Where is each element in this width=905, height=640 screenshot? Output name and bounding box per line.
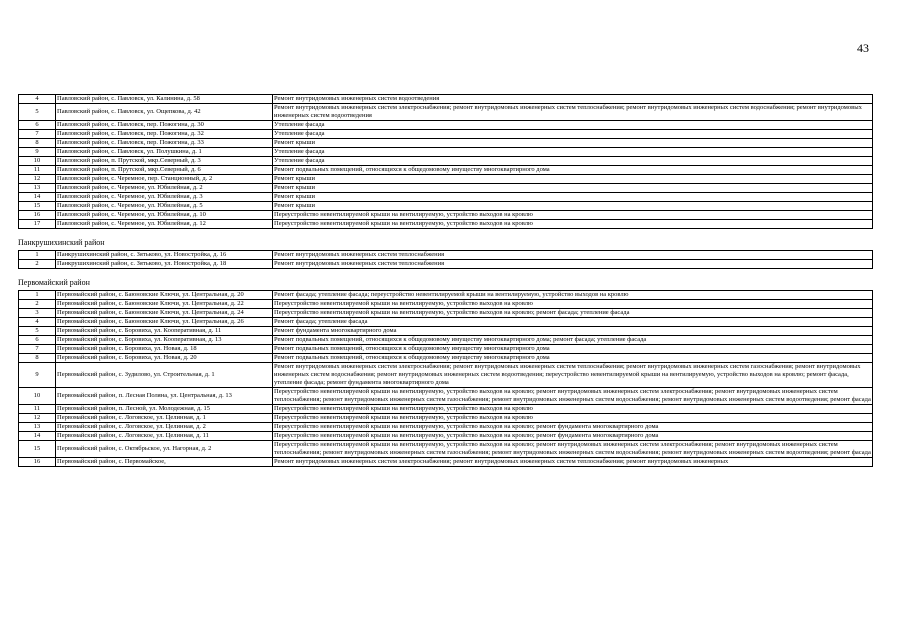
row-number-cell: 8 <box>19 139 56 148</box>
address-cell: Панкрушихинский район, с. Зятьково, ул. Новостройка, д. 18 <box>56 260 273 269</box>
table-row <box>19 184 873 193</box>
row-number-cell: 14 <box>19 193 56 202</box>
row-number-cell: 1 <box>19 251 56 260</box>
address-cell: Первомайский район, с. Логовское, ул. Целинная, д. 1 <box>56 414 273 423</box>
row-number-cell: 10 <box>19 157 56 166</box>
row-number-cell: 2 <box>19 300 56 309</box>
work-type-cell: Ремонт подвальных помещений, относящихся к общедомовому имуществу многоквартирного дома <box>273 354 873 363</box>
address-cell: Первомайский район, с. Баюновские Ключи, ул. Центральная, д. 20 <box>56 291 273 300</box>
table-row <box>19 345 873 354</box>
table-row <box>19 291 873 300</box>
table-row <box>19 139 873 148</box>
work-type-cell: Переустройство невентилируемой крыши на вентилируемую, устройство выходов на кровлю <box>273 300 873 309</box>
address-cell: Павловский район, с. Черемное, ул. Юбилейная, д. 12 <box>56 220 273 229</box>
table-row <box>19 193 873 202</box>
address-cell: Павловский район, с. Павловск, пер. Пожогина, д. 32 <box>56 130 273 139</box>
address-cell: Павловский район, п. Прутской, мкр.Северный, д. 6 <box>56 166 273 175</box>
address-cell: Павловский район, с. Черемное, ул. Юбилейная, д. 2 <box>56 184 273 193</box>
table-row <box>19 405 873 414</box>
address-cell: Панкрушихинский район, с. Зятьково, ул. Новостройка, д. 16 <box>56 251 273 260</box>
section-title-pervomaisky: Первомайский район <box>18 278 90 287</box>
address-cell: Павловский район, с. Черемное, ул. Юбилейная, д. 3 <box>56 193 273 202</box>
document-body <box>18 94 873 467</box>
row-number-cell: 15 <box>19 441 56 458</box>
row-number-cell: 11 <box>19 166 56 175</box>
work-type-cell: Ремонт подвальных помещений, относящихся к общедомовому имуществу многоквартирного дома <box>273 166 873 175</box>
row-number-cell: 2 <box>19 260 56 269</box>
address-cell: Первомайский район, с. Боровиха, ул. Кооперативная, д. 13 <box>56 336 273 345</box>
table-row <box>19 458 873 467</box>
work-type-cell: Переустройство невентилируемой крыши на вентилируемую, устройство выходов на кровлю; ремонт внутридомовых инженерных систем электроснабжения; ремонт внутридомовых инженерных систем теплоснабжения; ремонт внутридомовых инженерных систем газоснабжения; ремонт внутридомовых инженерных систем водоснабжения; ремонт внутридомовых инженерных систем водоотведения; ремонт фасада <box>274 388 871 403</box>
row-number-cell: 1 <box>19 291 56 300</box>
table-row <box>19 95 873 104</box>
work-type-cell: Переустройство невентилируемой крыши на вентилируемую, устройство выходов на кровлю; ремонт фундамента многоквартирного дома <box>273 432 873 441</box>
table-row <box>19 202 873 211</box>
table-row <box>19 318 873 327</box>
address-cell: Первомайский район, с. Баюновские Ключи, ул. Центральная, д. 24 <box>56 309 273 318</box>
row-number-cell: 6 <box>19 336 56 345</box>
work-type-cell: Ремонт фасада; утепление фасада <box>273 318 873 327</box>
work-type-cell: Ремонт внутридомовых инженерных систем теплоснабжения <box>273 260 873 269</box>
work-type-cell: Переустройство невентилируемой крыши на вентилируемую, устройство выходов на кровлю; ремонт фасада; утепление фасада <box>273 309 873 318</box>
page-number: 43 <box>857 41 869 55</box>
work-type-cell: Утепление фасада <box>273 130 873 139</box>
row-number-cell: 7 <box>19 345 56 354</box>
table-row <box>19 121 873 130</box>
work-type-cell: Ремонт внутридомовых инженерных систем электроснабжения; ремонт внутридомовых инженерных систем теплоснабжения; ремонт внутридомовых инженерных <box>273 458 873 467</box>
work-type-cell: Переустройство невентилируемой крыши на вентилируемую, устройство выходов на кровлю <box>273 405 873 414</box>
work-type-cell: Ремонт подвальных помещений, относящихся к общедомовому имуществу многоквартирного дома <box>273 345 873 354</box>
row-number-cell: 4 <box>19 95 56 104</box>
table-row <box>19 388 873 405</box>
table-row <box>19 251 873 260</box>
table-row <box>19 327 873 336</box>
row-number-cell: 4 <box>19 318 56 327</box>
work-type-cell: Утепление фасада <box>273 148 873 157</box>
row-number-cell: 6 <box>19 121 56 130</box>
table-pankrushikhinsky <box>18 250 873 269</box>
row-number-cell: 11 <box>19 405 56 414</box>
work-type-cell: Ремонт внутридомовых инженерных систем теплоснабжения <box>273 251 873 260</box>
row-number-cell: 5 <box>19 327 56 336</box>
table-row <box>19 363 873 388</box>
table-row <box>19 336 873 345</box>
work-type-cell: Ремонт внутридомовых инженерных систем электроснабжения; ремонт внутридомовых инженерных систем теплоснабжения; ремонт внутридомовых инженерных систем газоснабжения; ремонт внутридомовых инженерных систем водоснабжения; ремонт внутридомовых инженерных систем водоотведения; переустройство невентилируемой крыши на вентилируемую, устройство выходов на кровлю; ремонт фасада, утепление фасада; ремонт фундамента многоквартирного дома <box>273 363 873 388</box>
work-type-cell: Ремонт крыши <box>273 184 873 193</box>
row-number-cell: 5 <box>19 104 56 121</box>
address-cell: Павловский район, с. Павловск, пер. Пожогина, д. 30 <box>56 121 273 130</box>
work-type-cell: Ремонт крыши <box>273 193 873 202</box>
work-type-cell: Переустройство невентилируемой крыши на вентилируемую, устройство выходов на кровлю <box>273 220 873 229</box>
row-number-cell: 10 <box>19 388 56 405</box>
address-cell: Первомайский район, с. Зудилово, ул. Строительная, д. 1 <box>56 363 273 388</box>
section-title-pankrushikhinsky: Панкрушихинский район <box>18 238 105 247</box>
table-row <box>19 157 873 166</box>
table-row <box>19 166 873 175</box>
address-cell: Первомайский район, с. Боровиха, ул. Кооперативная, д. 11 <box>56 327 273 336</box>
table-row <box>19 441 873 458</box>
row-number-cell: 17 <box>19 220 56 229</box>
address-cell: Первомайский район, с. Первомайское, <box>56 458 273 467</box>
address-cell: Павловский район, п. Прутской, мкр.Северный, д. 3 <box>56 157 273 166</box>
work-type-cell: Ремонт подвальных помещений, относящихся к общедомовому имуществу многоквартирного дома; ремонт фасада; утепление фасада <box>273 336 873 345</box>
address-cell: Первомайский район, с. Боровиха, ул. Новая, д. 18 <box>56 345 273 354</box>
table-row <box>19 211 873 220</box>
table-row <box>19 432 873 441</box>
address-cell: Первомайский район, с. Баюновские Ключи, ул. Центральная, д. 26 <box>56 318 273 327</box>
address-cell: Павловский район, с. Черемное, ул. Юбилейная, д. 5 <box>56 202 273 211</box>
table-row <box>19 220 873 229</box>
row-number-cell: 13 <box>19 184 56 193</box>
row-number-cell: 13 <box>19 423 56 432</box>
work-type-cell: Ремонт крыши <box>273 202 873 211</box>
work-type-cell: Утепление фасада <box>273 157 873 166</box>
address-cell: Первомайский район, п. Лесной, ул. Молодежная, д. 15 <box>56 405 273 414</box>
row-number-cell: 8 <box>19 354 56 363</box>
row-number-cell: 9 <box>19 148 56 157</box>
row-number-cell: 12 <box>19 175 56 184</box>
table-row <box>19 354 873 363</box>
table-row <box>19 414 873 423</box>
table-row <box>19 423 873 432</box>
work-type-cell: Переустройство невентилируемой крыши на вентилируемую, устройство выходов на кровлю; ремонт внутридомовых инженерных систем электроснабжения; ремонт внутридомовых инженерных систем теплоснабжения; ремонт внутридомовых инженерных систем газоснабжения; ремонт внутридомовых инженерных систем водоснабжения; ремонт внутридомовых инженерных систем водоотведения; ремонт фасада <box>274 441 871 456</box>
work-type-cell: Переустройство невентилируемой крыши на вентилируемую, устройство выходов на кровлю; ремонт фундамента многоквартирного дома <box>273 423 873 432</box>
row-number-cell: 12 <box>19 414 56 423</box>
row-number-cell: 3 <box>19 309 56 318</box>
row-number-cell: 14 <box>19 432 56 441</box>
address-cell: Павловский район, с. Черемное, пер. Станционный, д. 2 <box>56 175 273 184</box>
work-type-cell: Ремонт внутридомовых инженерных систем водоотведения <box>273 95 873 104</box>
table-row <box>19 175 873 184</box>
work-type-cell: Переустройство невентилируемой крыши на вентилируемую, устройство выходов на кровлю <box>273 211 873 220</box>
work-type-cell: Ремонт фундамента многоквартирного дома <box>273 327 873 336</box>
address-cell: Первомайский район, с. Логовское, ул. Целинная, д. 11 <box>56 432 273 441</box>
row-number-cell: 15 <box>19 202 56 211</box>
table-row <box>19 260 873 269</box>
address-cell: Павловский район, с. Павловск, ул. Полушкина, д. 1 <box>56 148 273 157</box>
address-cell: Павловский район, с. Павловск, пер. Пожогина, д. 33 <box>56 139 273 148</box>
work-type-cell: Утепление фасада <box>273 121 873 130</box>
work-type-cell: Переустройство невентилируемой крыши на вентилируемую, устройство выходов на кровлю <box>273 414 873 423</box>
address-cell: Первомайский район, п. Лесная Поляна, ул. Центральная, д. 13 <box>56 388 273 405</box>
address-cell: Павловский район, с. Павловск, ул. Ощепкова, д. 42 <box>56 104 273 121</box>
row-number-cell: 16 <box>19 211 56 220</box>
table-pervomaisky <box>18 290 873 467</box>
address-cell: Павловский район, с. Павловск, ул. Калинина, д. 58 <box>56 95 273 104</box>
table-row <box>19 104 873 121</box>
address-cell: Павловский район, с. Черемное, ул. Юбилейная, д. 10 <box>56 211 273 220</box>
address-cell: Первомайский район, с. Боровиха, ул. Новая, д. 20 <box>56 354 273 363</box>
table-row <box>19 148 873 157</box>
address-cell: Первомайский район, с. Октябрьское, ул. Нагорная, д. 2 <box>56 441 273 458</box>
row-number-cell: 9 <box>19 363 56 388</box>
row-number-cell: 16 <box>19 458 56 467</box>
table-row <box>19 130 873 139</box>
table-pavlovsky <box>18 94 873 229</box>
row-number-cell: 7 <box>19 130 56 139</box>
work-type-cell: Ремонт крыши <box>273 175 873 184</box>
table-row <box>19 309 873 318</box>
address-cell: Первомайский район, с. Логовское, ул. Целинная, д. 2 <box>56 423 273 432</box>
work-type-cell: Ремонт внутридомовых инженерных систем электроснабжения; ремонт внутридомовых инженерных систем теплоснабжения; ремонт внутридомовых инженерных систем водоснабжения; ремонт внутридомовых инженерных систем водоотведения <box>273 104 873 121</box>
address-cell: Первомайский район, с. Баюновские Ключи, ул. Центральная, д. 22 <box>56 300 273 309</box>
work-type-cell: Ремонт крыши <box>273 139 873 148</box>
table-row <box>19 300 873 309</box>
work-type-cell: Ремонт фасада; утепление фасада; переустройство невентилируемой крыши на вентилируемую, устройство выходов на кровлю <box>273 291 873 300</box>
